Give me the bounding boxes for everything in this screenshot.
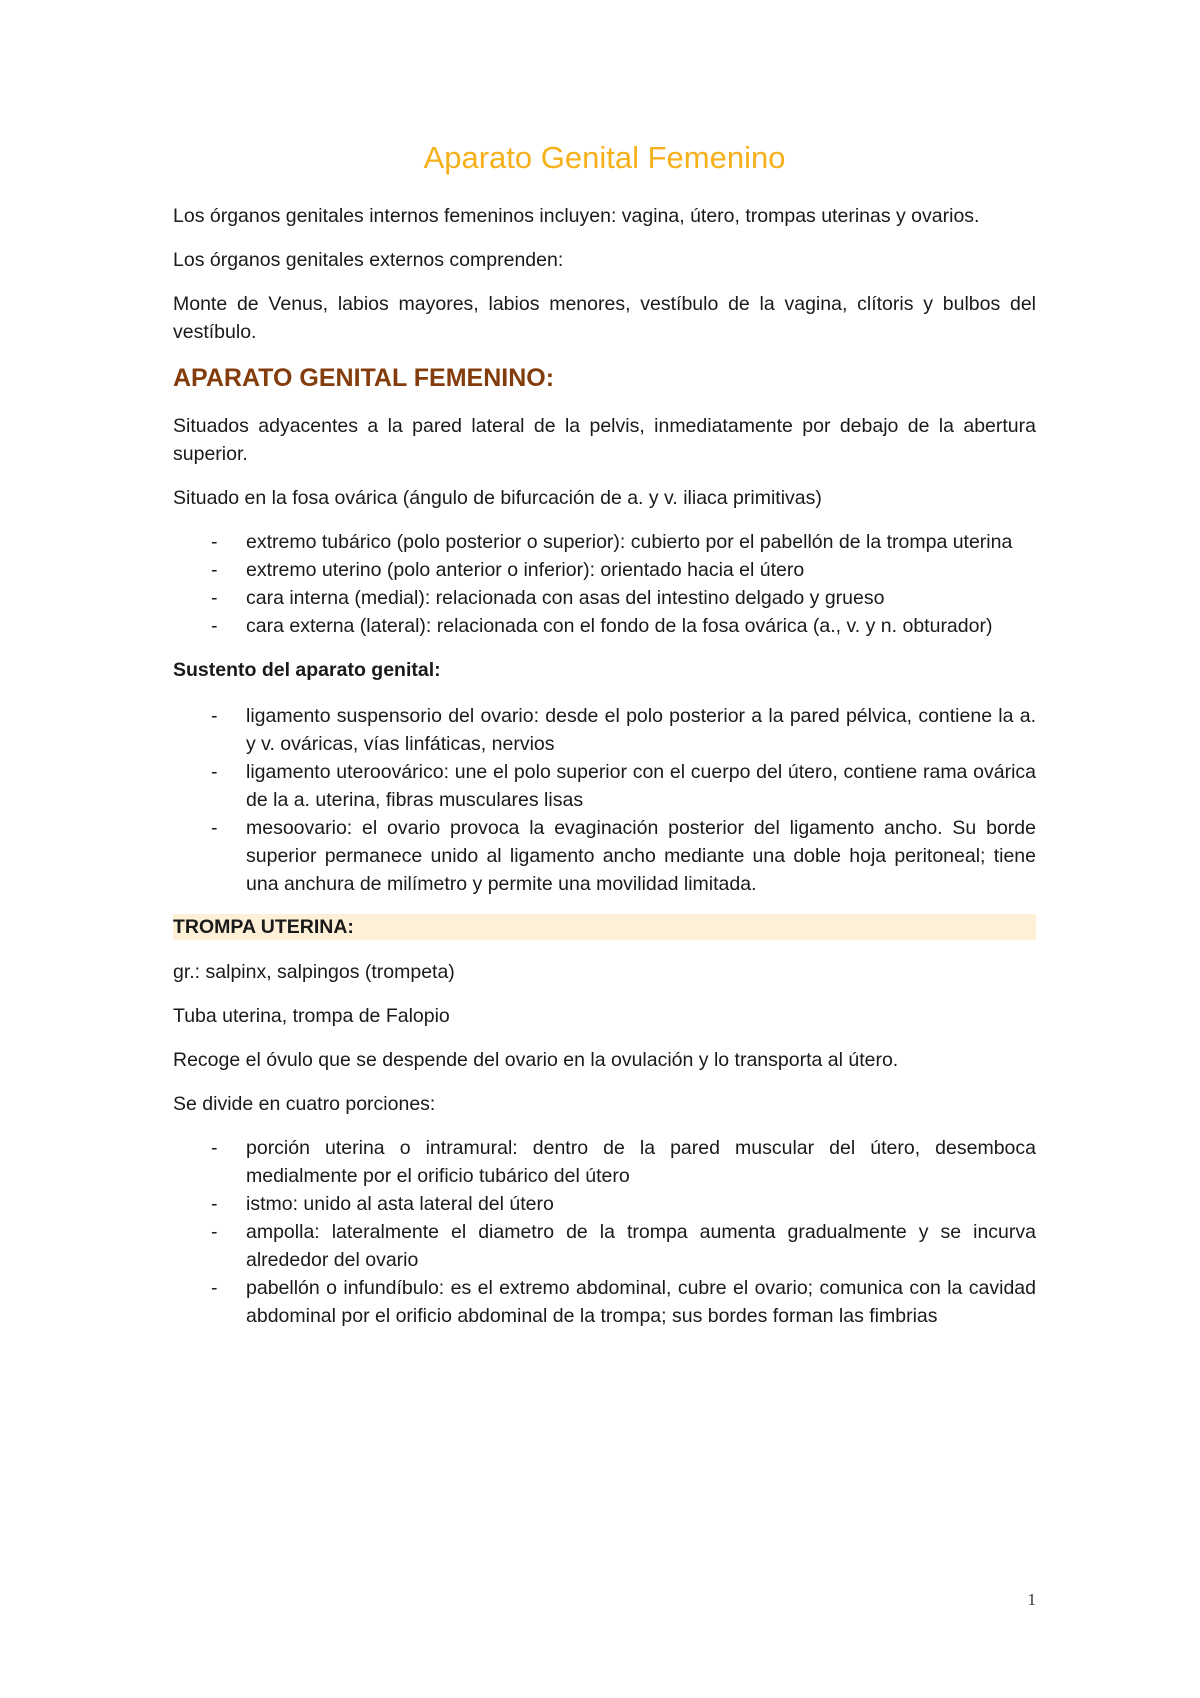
dash-bullet: - <box>211 1221 218 1243</box>
intro-paragraph-external-list: Monte de Venus, labios mayores, labios menores, vestíbulo de la vagina, clítoris y bulbos del vestíbulo. <box>173 293 1036 343</box>
section1-list <box>173 528 1036 640</box>
dash-bullet: - <box>211 615 218 637</box>
intro-paragraph-external: Los órganos genitales externos comprenden: <box>173 249 564 271</box>
page-number: 1 <box>1027 1590 1036 1609</box>
list-item-text: mesoovario: el ovario provoca la evaginación posterior del ligamento ancho. Su borde superior permanece unido al ligamento ancho mediante una doble hoja peritoneal; tiene una anchura de milímetro y permite una movilidad limitada. <box>246 817 1036 895</box>
list-item-text: porción uterina o intramural: dentro de la pared muscular del útero, desemboca medialmente por el orificio tubárico del útero <box>246 1137 1036 1187</box>
section-heading-aparato: APARATO GENITAL FEMENINO: <box>173 364 555 392</box>
dash-bullet: - <box>211 705 218 727</box>
list-item-text: extremo tubárico (polo posterior o superior): cubierto por el pabellón de la trompa uterina <box>246 531 1013 553</box>
section1-paragraph: Situado en la fosa ovárica (ángulo de bifurcación de a. y v. iliaca primitivas) <box>173 487 822 509</box>
dash-bullet: - <box>211 559 218 581</box>
list-item-text: pabellón o infundíbulo: es el extremo abdominal, cubre el ovario; comunica con la cavidad abdominal por el orificio abdominal de la trompa; sus bordes forman las fimbrias <box>246 1277 1036 1327</box>
section-heading-trompa: TROMPA UTERINA: <box>173 914 1036 940</box>
dash-bullet: - <box>211 1277 218 1299</box>
dash-bullet: - <box>211 587 218 609</box>
dash-bullet: - <box>211 817 218 839</box>
list-item-text: ligamento suspensorio del ovario: desde el polo posterior a la pared pélvica, contiene la a. y v. ováricas, vías linfáticas, nervios <box>246 705 1036 755</box>
dash-bullet: - <box>211 1137 218 1159</box>
section3-paragraph: Tuba uterina, trompa de Falopio <box>173 1005 450 1027</box>
list-item <box>173 612 1036 640</box>
dash-bullet: - <box>211 1193 218 1215</box>
list-item-text: cara externa (lateral): relacionada con el fondo de la fosa ovárica (a., v. y n. obturador) <box>246 615 993 637</box>
list-item <box>173 702 1036 758</box>
list-item <box>173 584 1036 612</box>
list-item-text: extremo uterino (polo anterior o inferior): orientado hacia el útero <box>246 559 805 581</box>
list-item <box>173 556 1036 584</box>
list-item <box>173 528 1036 556</box>
list-item-text: ligamento uteroovárico: une el polo superior con el cuerpo del útero, contiene rama ovárica de la a. uterina, fibras musculares lisas <box>246 761 1036 811</box>
section-heading-sustento: Sustento del aparato genital: <box>173 659 441 681</box>
section2-list <box>173 702 1036 898</box>
section3-paragraph: gr.: salpinx, salpingos (trompeta) <box>173 961 455 983</box>
section3-paragraph: Recoge el óvulo que se despende del ovario en la ovulación y lo transporta al útero. <box>173 1049 899 1071</box>
section3-paragraph: Se divide en cuatro porciones: <box>173 1093 436 1115</box>
dash-bullet: - <box>211 531 218 553</box>
section1-paragraph: Situados adyacentes a la pared lateral de la pelvis, inmediatamente por debajo de la abertura superior. <box>173 415 1036 465</box>
list-item-text: ampolla: lateralmente el diametro de la trompa aumenta gradualmente y se incurva alrededor del ovario <box>246 1221 1036 1271</box>
list-item-text: istmo: unido al asta lateral del útero <box>246 1193 554 1215</box>
document-title: Aparato Genital Femenino <box>423 140 786 175</box>
list-item <box>173 758 1036 814</box>
intro-paragraph-internal: Los órganos genitales internos femeninos incluyen: vagina, útero, trompas uterinas y ovarios. <box>173 205 980 227</box>
list-item <box>173 1134 1036 1190</box>
document-page <box>173 140 1036 1346</box>
list-item <box>173 814 1036 898</box>
dash-bullet: - <box>211 761 218 783</box>
section3-list <box>173 1134 1036 1330</box>
list-item-text: cara interna (medial): relacionada con asas del intestino delgado y grueso <box>246 587 885 609</box>
list-item <box>173 1274 1036 1330</box>
list-item <box>173 1190 1036 1218</box>
list-item <box>173 1218 1036 1274</box>
